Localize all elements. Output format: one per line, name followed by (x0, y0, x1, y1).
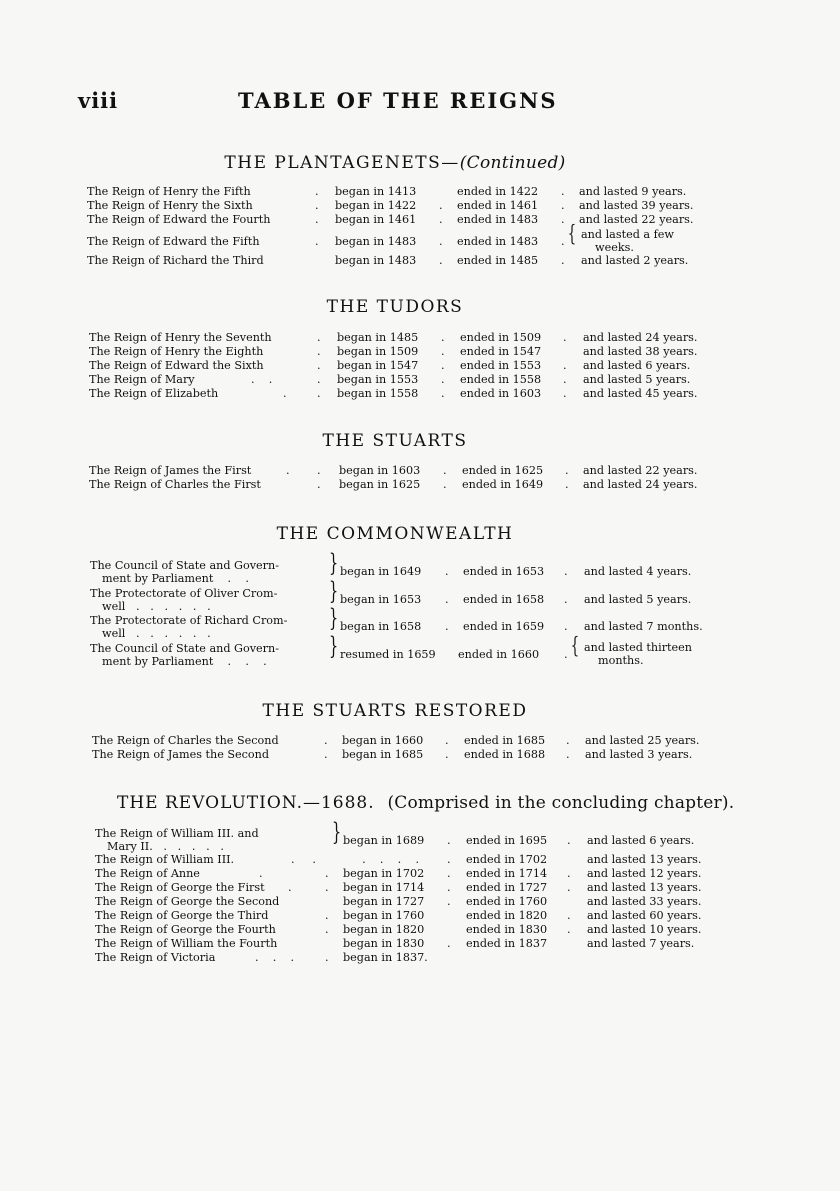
table-row: The Council of State and Govern- ment by Parliament . . . } resumed in 1659 ended in 1660 . { and lasted thirteen months. (90, 640, 730, 670)
began-cell: began in 1649 (340, 565, 422, 578)
brace-icon: { (570, 634, 580, 659)
reign-name: The Reign of George the First (95, 881, 265, 894)
ended-cell: ended in 1558 (460, 373, 542, 386)
began-cell: began in 1483 (335, 235, 417, 248)
lasted-cell: and lasted 24 years. (583, 478, 698, 491)
lasted-cell: and lasted 38 years. (583, 345, 698, 358)
ended-cell: ended in 1727 (466, 881, 548, 894)
lasted-cell: and lasted a few weeks. (581, 228, 674, 254)
brace-icon: { (567, 222, 577, 247)
table-row: The Reign of James the Second . began in 1685 . ended in 1688 . and lasted 3 years. (92, 748, 693, 761)
reign-name: The Reign of Henry the Eighth (89, 345, 264, 358)
page-header (78, 88, 568, 114)
reign-name: The Protectorate of Oliver Crom- well . . . . . . (90, 587, 278, 613)
reign-name: The Reign of Charles the Second (92, 734, 279, 747)
ended-cell: ended in 1685 (464, 734, 546, 747)
ended-cell: ended in 1422 (457, 185, 539, 198)
section-heading-commonwealth: THE COMMONWEALTH (276, 524, 514, 544)
lasted-cell: and lasted 6 years. (583, 359, 691, 372)
ended-cell: ended in 1830 (466, 923, 548, 936)
table-row: The Reign of James the First . . began in 1603 . ended in 1625 . and lasted 22 years. (89, 464, 698, 477)
lasted-cell: and lasted 3 years. (585, 748, 693, 761)
table-row: The Reign of Elizabeth . . began in 1558 . ended in 1603 . and lasted 45 years. (89, 387, 698, 400)
ended-cell: ended in 1461 (457, 199, 539, 212)
began-cell: began in 1422 (335, 199, 417, 212)
began-cell: began in 1702 (343, 867, 425, 880)
table-row: The Reign of Victoria . . . . began in 1837. (95, 951, 428, 964)
lasted-cell: and lasted 9 years. (579, 185, 687, 198)
ended-cell: ended in 1509 (460, 331, 542, 344)
began-cell: began in 1553 (337, 373, 419, 386)
reign-name: The Reign of Henry the Sixth (87, 199, 253, 212)
began-cell: began in 1558 (337, 387, 419, 400)
page-number: viii (78, 88, 119, 113)
section-heading-stuarts: THE STUARTS (322, 431, 468, 451)
lasted-cell: and lasted 7 months. (584, 620, 703, 633)
began-cell: began in 1820 (343, 923, 425, 936)
table-row: The Reign of Henry the Sixth . began in 1422 . ended in 1461 . and lasted 39 years. (87, 199, 694, 212)
began-cell: began in 1714 (343, 881, 425, 894)
lasted-cell: and lasted 6 years. (587, 834, 695, 847)
ended-cell: ended in 1660 (458, 648, 540, 661)
lasted-cell: and lasted 22 years. (583, 464, 698, 477)
reign-name: The Reign of Mary (89, 373, 195, 386)
table-row: The Reign of George the Second began in 1727 . ended in 1760 and lasted 33 years. (95, 895, 702, 908)
began-cell: began in 1658 (340, 620, 422, 633)
lasted-cell: and lasted 13 years. (587, 881, 702, 894)
lasted-cell: and lasted 39 years. (579, 199, 694, 212)
table-row: The Reign of George the Third . began in 1760 ended in 1820 . and lasted 60 years. (95, 909, 702, 922)
began-cell: began in 1485 (337, 331, 419, 344)
began-cell: began in 1660 (342, 734, 424, 747)
reign-name: The Reign of James the Second (92, 748, 270, 761)
brace-icon: } (329, 549, 339, 577)
running-title: TABLE OF THE REIGNS (238, 88, 558, 113)
lasted-cell: and lasted 10 years. (587, 923, 702, 936)
ended-cell: ended in 1483 (457, 235, 539, 248)
ended-cell: ended in 1820 (466, 909, 548, 922)
reign-name: The Council of State and Govern- ment by Parliament . . (90, 559, 280, 585)
table-row: The Reign of Edward the Sixth . began in 1547 . ended in 1553 . and lasted 6 years. (89, 359, 691, 372)
lasted-cell: and lasted 33 years. (587, 895, 702, 908)
reign-name: The Reign of George the Third (95, 909, 269, 922)
reign-name: The Reign of William the Fourth (95, 937, 278, 950)
lasted-cell: and lasted 5 years. (583, 373, 691, 386)
reign-name: The Reign of Edward the Fourth (87, 213, 271, 226)
section-heading-stuarts-restored: THE STUARTS RESTORED (262, 701, 528, 721)
ended-cell: ended in 1760 (466, 895, 548, 908)
brace-icon: } (329, 577, 339, 605)
reign-name: The Protectorate of Richard Crom- well . . . . . . (90, 614, 288, 640)
ended-cell: ended in 1553 (460, 359, 542, 372)
reign-name: The Reign of Henry the Seventh (89, 331, 272, 344)
ended-cell: ended in 1603 (460, 387, 542, 400)
table-row: The Reign of Henry the Fifth . began in 1413 ended in 1422 . and lasted 9 years. (87, 185, 687, 198)
ended-cell: ended in 1695 (466, 834, 548, 847)
table-row: The Reign of William the Fourth began in 1830 . ended in 1837 and lasted 7 years. (95, 937, 695, 950)
brace-icon: } (332, 818, 342, 846)
brace-icon: } (329, 604, 339, 632)
table-row: The Reign of Edward the Fifth . began in 1483 . ended in 1483 . { and lasted a few weeks. (87, 227, 727, 257)
lasted-cell: and lasted 60 years. (587, 909, 702, 922)
reign-name: The Council of State and Govern- ment by Parliament . . . (90, 642, 280, 668)
table-row: The Reign of Charles the First . began in 1625 . ended in 1649 . and lasted 24 years. (89, 478, 698, 491)
began-cell: resumed in 1659 (340, 648, 436, 661)
ended-cell: ended in 1625 (462, 464, 544, 477)
table-row: The Reign of Henry the Seventh . began in 1485 . ended in 1509 . and lasted 24 years. (89, 331, 698, 344)
ended-cell: ended in 1658 (463, 593, 545, 606)
lasted-cell: and lasted 2 years. (581, 254, 689, 267)
section-heading-plantagenets: THE PLANTAGENETS—(Continued) (224, 153, 566, 173)
table-row: The Council of State and Govern- ment by Parliament . . } began in 1649 . ended in 1653 . and lasted 4 years. (90, 549, 692, 585)
reign-name: The Reign of William III. (95, 853, 235, 866)
ended-cell: ended in 1688 (464, 748, 546, 761)
section-heading-tudors: THE TUDORS (326, 297, 464, 317)
lasted-cell: and lasted 5 years. (584, 593, 692, 606)
began-cell: began in 1509 (337, 345, 419, 358)
ended-cell: ended in 1485 (457, 254, 539, 267)
began-cell: began in 1653 (340, 593, 422, 606)
reign-name: The Reign of Elizabeth (89, 387, 219, 400)
table-row: The Reign of Henry the Eighth . began in 1509 . ended in 1547 and lasted 38 years. (89, 345, 698, 358)
reign-name: The Reign of Victoria (95, 951, 216, 964)
table-row: The Reign of Richard the Third began in 1483 . ended in 1485 . and lasted 2 years. (87, 254, 689, 267)
reign-name: The Reign of Henry the Fifth (87, 185, 251, 198)
began-cell: began in 1830 (343, 937, 425, 950)
lasted-cell: and lasted 45 years. (583, 387, 698, 400)
reign-name: The Reign of Edward the Fifth (87, 235, 260, 248)
table-row: The Reign of William III. . . . . . . . ended in 1702 and lasted 13 years. (95, 853, 702, 866)
section-heading-revolution: THE REVOLUTION.—1688. (Comprised in the concluding chapter). (117, 793, 735, 813)
ended-cell: ended in 1702 (466, 853, 548, 866)
table-row: The Protectorate of Richard Crom- well . . . . . . } began in 1658 . ended in 1659 . and lasted 7 months. (90, 604, 703, 640)
began-cell: began in 1625 (339, 478, 421, 491)
began-cell: began in 1837. (343, 951, 428, 964)
lasted-cell: and lasted thirteen months. (584, 641, 692, 667)
began-cell: began in 1603 (339, 464, 421, 477)
ended-cell: ended in 1837 (466, 937, 548, 950)
reign-name: The Reign of William III. and Mary II. . . . . . (95, 827, 259, 853)
reign-name: The Reign of George the Fourth (95, 923, 276, 936)
began-cell: began in 1413 (335, 185, 417, 198)
lasted-cell: and lasted 12 years. (587, 867, 702, 880)
began-cell: began in 1461 (335, 213, 417, 226)
reign-name: The Reign of Charles the First (89, 478, 261, 491)
lasted-cell: and lasted 13 years. (587, 853, 702, 866)
table-row: The Reign of George the First . . began in 1714 . ended in 1727 . and lasted 13 years. (95, 881, 702, 894)
ended-cell: ended in 1653 (463, 565, 545, 578)
table-row: The Reign of William III. and Mary II. . . . . . } began in 1689 . ended in 1695 . and lasted 6 years. (95, 818, 695, 853)
reign-name: The Reign of James the First (89, 464, 252, 477)
reign-name: The Reign of George the Second (95, 895, 280, 908)
began-cell: began in 1483 (335, 254, 417, 267)
reign-name: The Reign of Anne (95, 867, 200, 880)
began-cell: began in 1727 (343, 895, 425, 908)
lasted-cell: and lasted 7 years. (587, 937, 695, 950)
ended-cell: ended in 1547 (460, 345, 542, 358)
lasted-cell: and lasted 22 years. (579, 213, 694, 226)
began-cell: began in 1689 (343, 834, 425, 847)
ended-cell: ended in 1659 (463, 620, 545, 633)
table-row: The Reign of Edward the Fourth . began in 1461 . ended in 1483 . and lasted 22 years. (87, 213, 694, 226)
ended-cell: ended in 1483 (457, 213, 539, 226)
ended-cell: ended in 1649 (462, 478, 544, 491)
lasted-cell: and lasted 4 years. (584, 565, 692, 578)
lasted-cell: and lasted 24 years. (583, 331, 698, 344)
table-row: The Protectorate of Oliver Crom- well . . . . . . } began in 1653 . ended in 1658 . and lasted 5 years. (90, 577, 692, 613)
table-row: The Reign of Anne . . began in 1702 . ended in 1714 . and lasted 12 years. (95, 867, 702, 880)
ended-cell: ended in 1714 (466, 867, 548, 880)
table-row: The Reign of Mary . . . began in 1553 . ended in 1558 . and lasted 5 years. (89, 373, 691, 386)
table-row: The Reign of Charles the Second . began in 1660 . ended in 1685 . and lasted 25 years. (92, 734, 700, 747)
began-cell: began in 1547 (337, 359, 419, 372)
began-cell: began in 1685 (342, 748, 424, 761)
table-row: The Reign of George the Fourth . began in 1820 ended in 1830 . and lasted 10 years. (95, 923, 702, 936)
began-cell: began in 1760 (343, 909, 425, 922)
brace-icon: } (329, 632, 339, 660)
reign-name: The Reign of Edward the Sixth (89, 359, 264, 372)
lasted-cell: and lasted 25 years. (585, 734, 700, 747)
reign-name: The Reign of Richard the Third (87, 254, 264, 267)
